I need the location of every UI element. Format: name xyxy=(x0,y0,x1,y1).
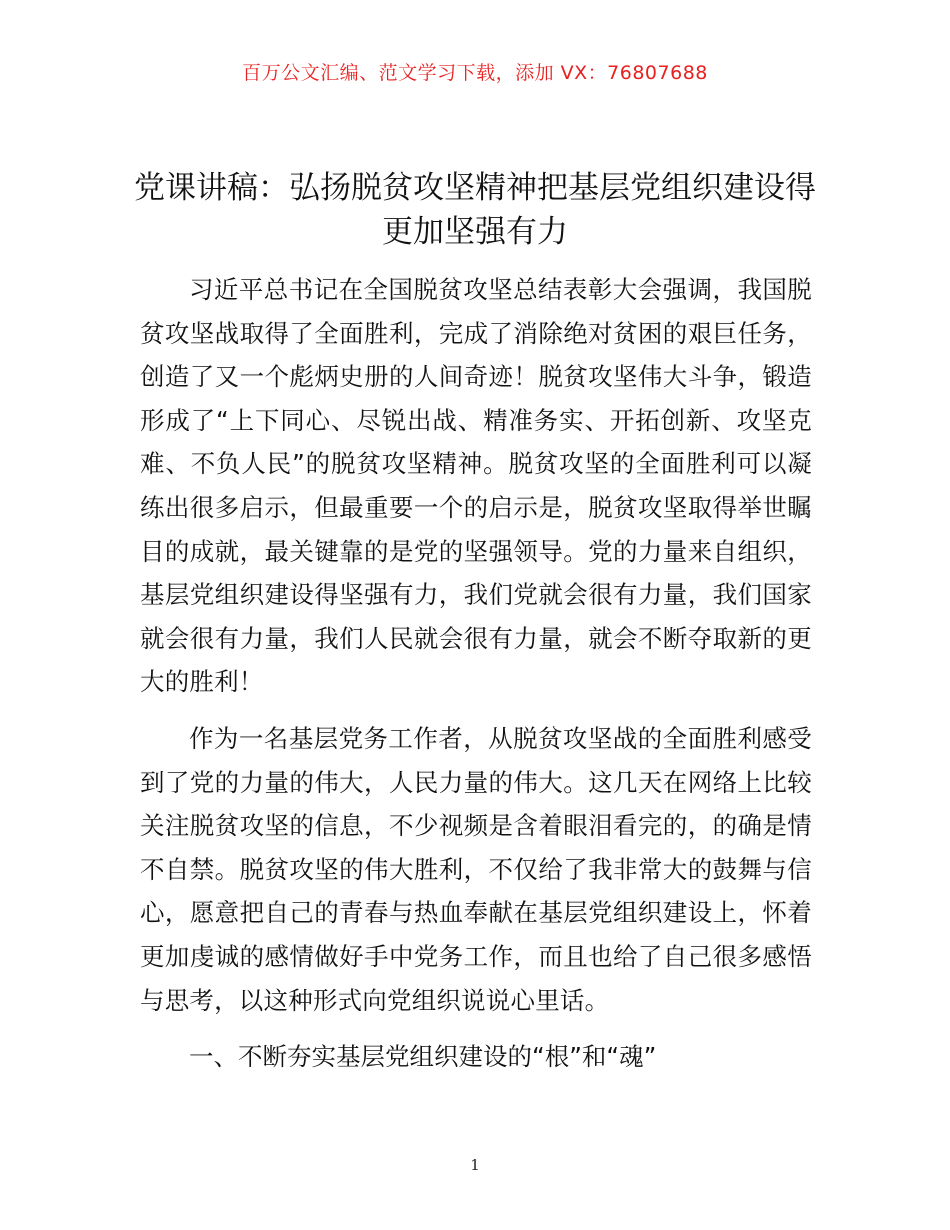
paragraph-2: 作为一名基层党务工作者，从脱贫攻坚战的全面胜利感受到了党的力量的伟大，人民力量的伟大。这几天在网络上比较关注脱贫攻坚的信息，不少视频是含着眼泪看完的，的确是情不自禁。脱贫攻坚的伟大胜利，不仅给了我非常大的鼓舞与信心，愿意把自己的青春与热血奉献在基层党组织建设上，怀着更加虔诚的感情做好手中党务工作，而且也给了自己很多感悟与思考，以这种形式向党组织说说心里话。 xyxy=(140,723,812,1015)
watermark-banner: 百万公文汇编、范文学习下载，添加 VX：76807688 xyxy=(242,62,708,84)
paragraph-1: 习近平总书记在全国脱贫攻坚总结表彰大会强调，我国脱贫攻坚战取得了全面胜利，完成了消除绝对贫困的艰巨任务，创造了又一个彪炳史册的人间奇迹！脱贫攻坚伟大斗争，锻造形成了“上下同心、尽锐出战、精准务实、开拓创新、攻坚克难、不负人民”的脱贫攻坚精神。脱贫攻坚的全面胜利可以凝练出很多启示，但最重要一个的启示是，脱贫攻坚取得举世瞩目的成就，最关键靠的是党的坚强领导。党的力量来自组织，基层党组织建设得坚强有力，我们党就会很有力量，我们国家就会很有力量，我们人民就会很有力量，就会不断夺取新的更大的胜利！ xyxy=(140,275,812,697)
document-title: 党课讲稿：弘扬脱贫攻坚精神把基层党组织建设得更加坚强有力 xyxy=(134,170,816,250)
section-heading: 一、不断夯实基层党组织建设的“根”和“魂” xyxy=(189,1042,657,1072)
document-body xyxy=(140,268,812,1079)
page-number: 1 xyxy=(470,1156,480,1174)
